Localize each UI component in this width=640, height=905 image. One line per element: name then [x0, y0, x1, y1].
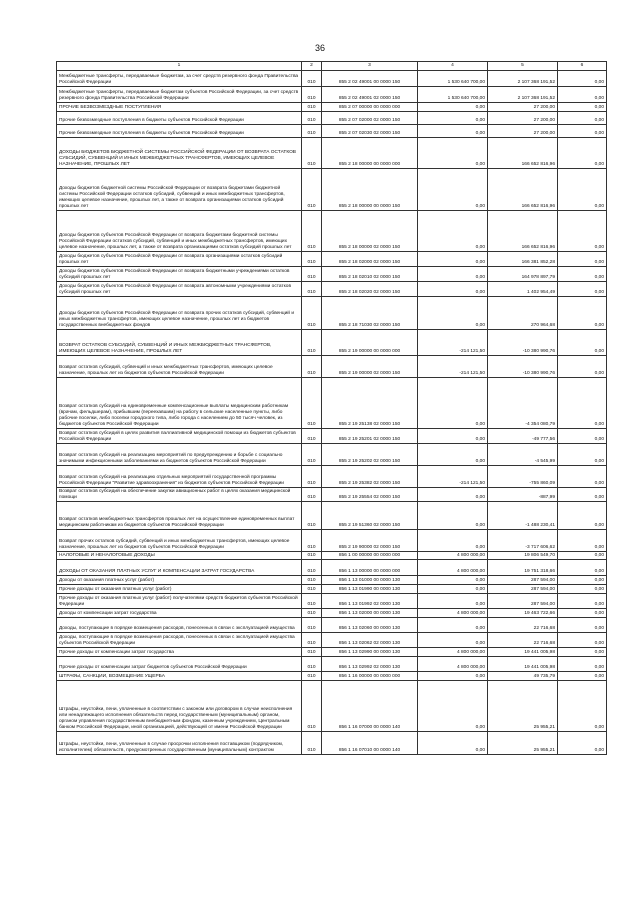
row-budget-code: 856 1 13 02062 02 0000 130 [322, 633, 418, 648]
row-name: Прочие безвозмездные поступления в бюджеты субъектов Российской Федерации [57, 125, 302, 138]
row-line-code: 010 [302, 488, 322, 502]
row-budget-code: 856 1 13 02992 02 0000 130 [322, 657, 418, 672]
row-executed-amount: 287 594,00 [488, 576, 558, 585]
row-budget-code: 856 1 16 00000 00 0000 000 [322, 672, 418, 681]
row-planned-amount: 4 800 000,00 [418, 609, 488, 618]
row-name: Доходы, поступающие в порядке возмещения расходов, понесенных в связи с эксплуатацией имущества [57, 618, 302, 633]
column-header: 4 [418, 62, 488, 71]
row-unexecuted-amount: 0,00 [558, 466, 607, 488]
column-header: 5 [488, 62, 558, 71]
table-row [57, 103, 607, 112]
row-unexecuted-amount: 0,00 [558, 618, 607, 633]
row-line-code: 010 [302, 552, 322, 560]
row-executed-amount: 166 381 852,28 [488, 252, 558, 267]
table-row [57, 125, 607, 138]
row-unexecuted-amount: 0,00 [558, 87, 607, 103]
row-line-code: 010 [302, 444, 322, 466]
row-planned-amount: 0,00 [418, 594, 488, 609]
row-name: Возврат остатков субсидий на реализацию мероприятий по предупреждению и борьбе с социально значимыми инфекционными заболеваниями из бюджетов субъектов Российской Федерации [57, 444, 302, 466]
row-planned-amount: -214 121,50 [418, 466, 488, 488]
row-name: Возврат остатков субсидий на обеспечение закупки авиационных работ в целях оказания медицинской помощи [57, 488, 302, 502]
table-row [57, 672, 607, 681]
table-row [57, 267, 607, 282]
row-executed-amount: 19 751 318,66 [488, 560, 558, 576]
row-line-code: 010 [302, 732, 322, 755]
row-line-code: 010 [302, 71, 322, 87]
row-executed-amount: 2 107 368 191,52 [488, 71, 558, 87]
row-line-code: 010 [302, 169, 322, 211]
row-name: Возврат остатков субсидий на реализацию отдельных мероприятий государственной программы Российской Федерации "Развитие здравоохранения" из бюджетов субъектов Российской Федерации [57, 466, 302, 488]
row-unexecuted-amount: 0,00 [558, 297, 607, 330]
row-budget-code: 855 2 18 00000 00 0000 150 [322, 169, 418, 211]
row-budget-code: 855 2 07 02030 02 0000 150 [322, 125, 418, 138]
table-row [57, 576, 607, 585]
row-executed-amount: -3 717 606,62 [488, 530, 558, 552]
row-executed-amount: -887,99 [488, 488, 558, 502]
row-executed-amount: 25 955,21 [488, 732, 558, 755]
row-planned-amount: 0,00 [418, 444, 488, 466]
row-planned-amount: 0,00 [418, 429, 488, 444]
row-line-code: 010 [302, 618, 322, 633]
row-name: Прочие доходы от компенсации затрат бюджетов субъектов Российской Федерации [57, 657, 302, 672]
row-line-code: 010 [302, 125, 322, 138]
row-planned-amount: 0,00 [418, 530, 488, 552]
row-name: Штрафы, неустойки, пени, уплаченные в случае просрочки исполнения поставщиком (подрядчиком, исполнителем) обязательств, предусмотренных государственным (муниципальным) контрактом [57, 732, 302, 755]
row-budget-code: 856 1 13 02990 00 0000 130 [322, 648, 418, 657]
row-unexecuted-amount: 0,00 [558, 530, 607, 552]
row-executed-amount: 19 463 722,66 [488, 609, 558, 618]
row-budget-code: 855 2 18 02020 02 0000 150 [322, 282, 418, 297]
row-budget-code: 855 2 19 25138 02 0000 150 [322, 378, 418, 429]
row-unexecuted-amount: 0,00 [558, 378, 607, 429]
row-executed-amount: 166 652 816,96 [488, 169, 558, 211]
row-unexecuted-amount: 0,00 [558, 633, 607, 648]
budget-table [56, 61, 607, 755]
row-line-code: 010 [302, 633, 322, 648]
row-line-code: 010 [302, 585, 322, 594]
row-unexecuted-amount: 0,00 [558, 444, 607, 466]
row-name: Возврат остатков межбюджетных трансфертов прошлых лет на осуществление единовременных выплат медицинским работникам из бюджетов субъектов Российской Федерации [57, 502, 302, 530]
row-executed-amount: -10 380 990,76 [488, 356, 558, 378]
row-budget-code: 855 2 07 00000 00 0000 000 [322, 103, 418, 112]
row-name: ШТРАФЫ, САНКЦИИ, ВОЗМЕЩЕНИЕ УЩЕРБА [57, 672, 302, 681]
row-budget-code: 855 2 19 25201 02 0000 150 [322, 429, 418, 444]
table-row [57, 330, 607, 356]
row-unexecuted-amount: 0,00 [558, 576, 607, 585]
row-planned-amount: 1 530 640 700,00 [418, 87, 488, 103]
row-budget-code: 856 1 13 01990 00 0000 130 [322, 585, 418, 594]
row-line-code: 010 [302, 282, 322, 297]
row-executed-amount: -755 860,09 [488, 466, 558, 488]
row-budget-code: 856 1 13 02000 00 0000 130 [322, 609, 418, 618]
page-number: 36 [314, 43, 325, 53]
row-unexecuted-amount: 0,00 [558, 609, 607, 618]
table-row [57, 211, 607, 252]
row-planned-amount: 0,00 [418, 488, 488, 502]
table-row [57, 488, 607, 502]
row-planned-amount: 0,00 [418, 112, 488, 125]
row-name: Доходы от оказания платных услуг (работ) [57, 576, 302, 585]
row-budget-code: 855 2 02 49001 02 0000 150 [322, 87, 418, 103]
row-name: Прочие доходы от компенсации затрат государства [57, 648, 302, 657]
row-unexecuted-amount: 0,00 [558, 103, 607, 112]
row-executed-amount: 27 200,00 [488, 112, 558, 125]
row-unexecuted-amount: 0,00 [558, 585, 607, 594]
row-line-code: 010 [302, 429, 322, 444]
table-row [57, 112, 607, 125]
row-name: ВОЗВРАТ ОСТАТКОВ СУБСИДИЙ, СУБВЕНЦИЙ И ИНЫХ МЕЖБЮДЖЕТНЫХ ТРАНСФЕРТОВ, ИМЕЮЩИХ ЦЕЛЕВОЕ НАЗНАЧЕНИЕ, ПРОШЛЫХ ЛЕТ [57, 330, 302, 356]
table-row [57, 648, 607, 657]
row-planned-amount: -214 121,50 [418, 330, 488, 356]
row-planned-amount: 4 800 000,00 [418, 648, 488, 657]
row-name: Возврат прочих остатков субсидий, субвенций и иных межбюджетных трансфертов, имеющих целевое назначение, прошлых лет из бюджетов субъектов Российской Федерации [57, 530, 302, 552]
row-unexecuted-amount: 0,00 [558, 138, 607, 169]
table-row [57, 560, 607, 576]
column-header: 3 [322, 62, 418, 71]
row-planned-amount: 0,00 [418, 267, 488, 282]
row-budget-code: 855 2 19 25202 02 0000 150 [322, 444, 418, 466]
row-line-code: 010 [302, 267, 322, 282]
row-planned-amount: 0,00 [418, 378, 488, 429]
row-budget-code: 855 2 19 00000 00 0000 000 [322, 330, 418, 356]
row-name: Прочие безвозмездные поступления в бюджеты субъектов Российской Федерации [57, 112, 302, 125]
table-row [57, 282, 607, 297]
row-line-code: 010 [302, 560, 322, 576]
row-line-code: 010 [302, 681, 322, 732]
row-executed-amount: -4 545,99 [488, 444, 558, 466]
row-executed-amount: 25 955,21 [488, 681, 558, 732]
row-unexecuted-amount: 0,00 [558, 71, 607, 87]
row-name: Доходы бюджетов субъектов Российской Федерации от возврата организациями остатков субсидий прошлых лет [57, 252, 302, 267]
row-planned-amount: 0,00 [418, 502, 488, 530]
row-executed-amount: 270 964,68 [488, 297, 558, 330]
row-line-code: 010 [302, 594, 322, 609]
row-budget-code: 855 2 18 02010 02 0000 150 [322, 267, 418, 282]
row-planned-amount: 1 530 640 700,00 [418, 71, 488, 87]
row-executed-amount: -10 380 990,76 [488, 330, 558, 356]
row-planned-amount: 0,00 [418, 672, 488, 681]
row-budget-code: 856 1 16 07000 00 0000 140 [322, 681, 418, 732]
table-row [57, 552, 607, 560]
row-line-code: 010 [302, 502, 322, 530]
row-budget-code: 856 1 13 02060 00 0000 130 [322, 618, 418, 633]
row-unexecuted-amount: 0,00 [558, 648, 607, 657]
row-planned-amount: 0,00 [418, 633, 488, 648]
row-executed-amount: -49 777,56 [488, 429, 558, 444]
row-name: Доходы, поступающие в порядке возмещения расходов, понесенных в связи с эксплуатацией имущества субъектов Российской Федерации [57, 633, 302, 648]
row-unexecuted-amount: 0,00 [558, 502, 607, 530]
row-budget-code: 855 2 19 90000 02 0000 150 [322, 530, 418, 552]
row-budget-code: 855 2 19 00000 02 0000 150 [322, 356, 418, 378]
row-line-code: 010 [302, 297, 322, 330]
row-line-code: 010 [302, 103, 322, 112]
row-name: Штрафы, неустойки, пени, уплаченные в соответствии с законом или договором в случае неисполнения или ненадлежащего исполнения обязательств перед государственным (муниципальным) органом, органом управления государственным внебюджетным фондом, казенным учреждением, Центральным банком Российской Федерации, иной организацией, действующей от имени Российской Федерации [57, 681, 302, 732]
row-line-code: 010 [302, 609, 322, 618]
table-row [57, 657, 607, 672]
row-unexecuted-amount: 0,00 [558, 681, 607, 732]
row-executed-amount: 19 806 549,70 [488, 552, 558, 560]
row-unexecuted-amount: 0,00 [558, 282, 607, 297]
row-planned-amount: 4 800 000,00 [418, 657, 488, 672]
row-budget-code: 855 2 19 25554 02 0000 150 [322, 488, 418, 502]
row-planned-amount: 4 800 000,00 [418, 552, 488, 560]
row-budget-code: 856 1 13 01000 00 0000 130 [322, 576, 418, 585]
row-unexecuted-amount: 0,00 [558, 657, 607, 672]
row-planned-amount: 0,00 [418, 103, 488, 112]
row-name: ДОХОДЫ БЮДЖЕТОВ БЮДЖЕТНОЙ СИСТЕМЫ РОССИЙСКОЙ ФЕДЕРАЦИИ ОТ ВОЗВРАТА ОСТАТКОВ СУБСИДИЙ, СУБВЕНЦИЙ И ИНЫХ МЕЖБЮДЖЕТНЫХ ТРАНСФЕРТОВ, ИМЕЮЩИХ ЦЕЛЕВОЕ НАЗНАЧЕНИЕ, ПРОШЛЫХ ЛЕТ [57, 138, 302, 169]
row-name: Межбюджетные трансферты, передаваемые бюджетам, за счет средств резервного фонда Правительства Российской Федерации [57, 71, 302, 87]
row-executed-amount: 2 107 368 191,52 [488, 87, 558, 103]
row-name: Доходы от компенсации затрат государства [57, 609, 302, 618]
row-name: Межбюджетные трансферты, передаваемые бюджетам субъектов Российской Федерации, за счет средств резервного фонда Правительства Российской Федерации [57, 87, 302, 103]
table-row [57, 429, 607, 444]
row-planned-amount: 0,00 [418, 169, 488, 211]
row-executed-amount: 27 200,00 [488, 125, 558, 138]
table-row [57, 169, 607, 211]
row-line-code: 010 [302, 330, 322, 356]
row-budget-code: 855 2 07 02000 02 0000 150 [322, 112, 418, 125]
row-executed-amount: 22 716,68 [488, 618, 558, 633]
row-line-code: 010 [302, 657, 322, 672]
row-planned-amount: 0,00 [418, 576, 488, 585]
row-budget-code: 856 1 16 07010 00 0000 140 [322, 732, 418, 755]
row-unexecuted-amount: 0,00 [558, 594, 607, 609]
row-planned-amount: 0,00 [418, 585, 488, 594]
row-name: Возврат остатков субсидий на единовременные компенсационные выплаты медицинским работникам (врачам, фельдшерам), прибывшим (переехавшим) на работу в сельские населенные пункты, либо рабочие поселки, либо поселки городского типа, либо города с населением до 50 тысяч человек, из бюджетов субъектов Российской Федерации [57, 378, 302, 429]
row-line-code: 010 [302, 530, 322, 552]
table-row [57, 356, 607, 378]
row-planned-amount: 0,00 [418, 282, 488, 297]
row-executed-amount: 287 594,00 [488, 594, 558, 609]
row-budget-code: 855 2 18 02000 02 0000 150 [322, 252, 418, 267]
row-unexecuted-amount: 0,00 [558, 125, 607, 138]
row-name: НАЛОГОВЫЕ И НЕНАЛОГОВЫЕ ДОХОДЫ [57, 552, 302, 560]
row-unexecuted-amount: 0,00 [558, 732, 607, 755]
row-line-code: 010 [302, 466, 322, 488]
row-name: Доходы бюджетов субъектов Российской Федерации от возврата автономными учреждениями остатков субсидий прошлых лет [57, 282, 302, 297]
row-line-code: 010 [302, 576, 322, 585]
row-unexecuted-amount: 0,00 [558, 560, 607, 576]
row-budget-code: 856 1 13 00000 00 0000 000 [322, 560, 418, 576]
table-row [57, 138, 607, 169]
row-budget-code: 855 2 18 00000 00 0000 000 [322, 138, 418, 169]
table-row [57, 633, 607, 648]
row-name: Доходы бюджетов бюджетной системы Российской Федерации от возврата бюджетами бюджетной системы Российской Федерации остатков субсидий, субвенций и иных межбюджетных трансфертов, имеющих целевое назначение, прошлых лет, а также от возврата организациями остатков субсидий прошлых лет [57, 169, 302, 211]
table-header-row [57, 62, 607, 71]
table-row [57, 444, 607, 466]
row-executed-amount: -1 488 230,41 [488, 502, 558, 530]
row-unexecuted-amount: 0,00 [558, 112, 607, 125]
row-name: Возврат остатков субсидий, субвенций и иных межбюджетных трансфертов, имеющих целевое назначение, прошлых лет из бюджетов субъектов Российской Федерации [57, 356, 302, 378]
table-row [57, 87, 607, 103]
row-executed-amount: 287 594,00 [488, 585, 558, 594]
row-name: Прочие доходы от оказания платных услуг (работ) [57, 585, 302, 594]
table-row [57, 71, 607, 87]
column-header: 6 [558, 62, 607, 71]
row-unexecuted-amount: 0,00 [558, 211, 607, 252]
row-planned-amount: 0,00 [418, 211, 488, 252]
row-line-code: 010 [302, 252, 322, 267]
row-executed-amount: 166 652 816,96 [488, 211, 558, 252]
row-executed-amount: 22 716,68 [488, 633, 558, 648]
row-planned-amount: 4 800 000,00 [418, 560, 488, 576]
table-row [57, 502, 607, 530]
row-unexecuted-amount: 0,00 [558, 552, 607, 560]
table-row [57, 732, 607, 755]
table-row [57, 594, 607, 609]
row-executed-amount: -4 354 080,79 [488, 378, 558, 429]
row-executed-amount: 27 200,00 [488, 103, 558, 112]
row-name: ДОХОДЫ ОТ ОКАЗАНИЯ ПЛАТНЫХ УСЛУГ И КОМПЕНСАЦИИ ЗАТРАТ ГОСУДАРСТВА [57, 560, 302, 576]
row-line-code: 010 [302, 87, 322, 103]
row-line-code: 010 [302, 112, 322, 125]
row-line-code: 010 [302, 648, 322, 657]
row-budget-code: 855 2 18 00000 02 0000 150 [322, 211, 418, 252]
row-executed-amount: 166 652 816,96 [488, 138, 558, 169]
table-row [57, 530, 607, 552]
row-line-code: 010 [302, 672, 322, 681]
row-unexecuted-amount: 0,00 [558, 672, 607, 681]
row-planned-amount: 0,00 [418, 125, 488, 138]
row-budget-code: 856 1 00 00000 00 0000 000 [322, 552, 418, 560]
row-executed-amount: 164 978 897,79 [488, 267, 558, 282]
row-line-code: 010 [302, 138, 322, 169]
row-budget-code: 855 2 18 71030 02 0000 150 [322, 297, 418, 330]
row-executed-amount: 19 441 005,98 [488, 648, 558, 657]
row-planned-amount: 0,00 [418, 618, 488, 633]
row-line-code: 010 [302, 356, 322, 378]
table-row [57, 378, 607, 429]
row-name: Доходы бюджетов субъектов Российской Федерации от возврата бюджетными учреждениями остатков субсидий прошлых лет [57, 267, 302, 282]
row-name: ПРОЧИЕ БЕЗВОЗМЕЗДНЫЕ ПОСТУПЛЕНИЯ [57, 103, 302, 112]
row-name: Доходы бюджетов субъектов Российской Федерации от возврата бюджетами бюджетной системы Российской Федерации остатков субсидий, субвенций и иных межбюджетных трансфертов, имеющих целевое назначение, прошлых лет, а также от возврата организациями остатков субсидий прошлых лет [57, 211, 302, 252]
row-unexecuted-amount: 0,00 [558, 356, 607, 378]
row-executed-amount: 49 735,79 [488, 672, 558, 681]
row-unexecuted-amount: 0,00 [558, 169, 607, 211]
row-executed-amount: 19 441 005,98 [488, 657, 558, 672]
row-name: Доходы бюджетов субъектов Российской Федерации от возврата прочих остатков субсидий, субвенций и иных межбюджетных трансфертов, имеющих целевое назначение, прошлых лет из бюджетов государственных внебюджетных фондов [57, 297, 302, 330]
row-planned-amount: 0,00 [418, 138, 488, 169]
row-planned-amount: 0,00 [418, 297, 488, 330]
column-header: 1 [57, 62, 302, 71]
row-unexecuted-amount: 0,00 [558, 252, 607, 267]
row-budget-code: 855 2 19 25382 02 0000 150 [322, 466, 418, 488]
row-unexecuted-amount: 0,00 [558, 267, 607, 282]
table-row [57, 585, 607, 594]
row-name: Возврат остатков субсидий в целях развития паллиативной медицинской помощи из бюджетов субъектов Российской Федерации [57, 429, 302, 444]
row-budget-code: 856 1 13 01992 02 0000 130 [322, 594, 418, 609]
row-line-code: 010 [302, 378, 322, 429]
row-unexecuted-amount: 0,00 [558, 330, 607, 356]
row-planned-amount: 0,00 [418, 252, 488, 267]
row-unexecuted-amount: 0,00 [558, 429, 607, 444]
row-line-code: 010 [302, 211, 322, 252]
table-row [57, 618, 607, 633]
table-row [57, 252, 607, 267]
table-row [57, 609, 607, 618]
row-budget-code: 855 2 02 49001 00 0000 150 [322, 71, 418, 87]
table-row [57, 297, 607, 330]
row-planned-amount: -214 121,50 [418, 356, 488, 378]
table-row [57, 466, 607, 488]
row-planned-amount: 0,00 [418, 732, 488, 755]
table-row [57, 681, 607, 732]
row-planned-amount: 0,00 [418, 681, 488, 732]
row-budget-code: 855 2 19 51360 02 0000 150 [322, 502, 418, 530]
row-executed-amount: 1 402 954,49 [488, 282, 558, 297]
row-name: Прочие доходы от оказания платных услуг (работ) получателями средств бюджетов субъектов Российской Федерации [57, 594, 302, 609]
column-header: 2 [302, 62, 322, 71]
row-unexecuted-amount: 0,00 [558, 488, 607, 502]
